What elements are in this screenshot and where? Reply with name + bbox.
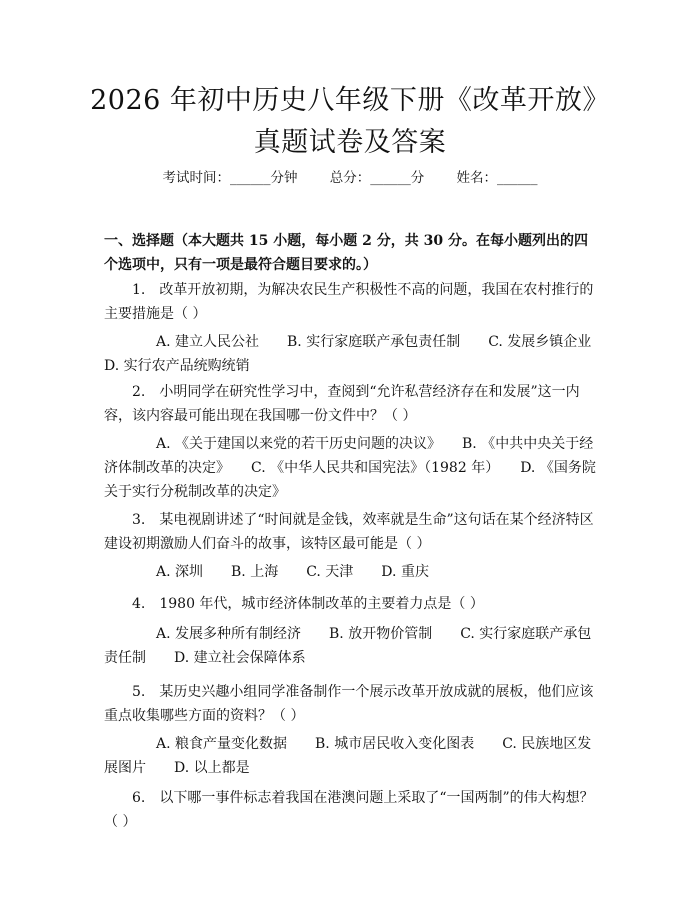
options-text: A. 建立人民公社 B. 实行家庭联产承包责任制 C. 发展乡镇企业 D. 实行农产品统购统销 bbox=[104, 334, 620, 374]
question-stem: 6. 以下哪一事件标志着我国在港澳问题上采取了“一国两制”的伟大构想？（ ） bbox=[104, 790, 594, 830]
question-2-options bbox=[104, 432, 598, 504]
question-stem: 4. 1980 年代，城市经济体制改革的主要着力点是（ ） bbox=[132, 596, 484, 612]
student-name-field: 姓名：______ bbox=[456, 170, 538, 186]
exam-meta bbox=[0, 168, 700, 188]
options-text: A. 深圳 B. 上海 C. 天津 D. 重庆 bbox=[156, 564, 429, 580]
question-stem: 3. 某电视剧讲述了“时间就是金钱，效率就是生命”这句话在某个经济特区建设初期激励人们奋斗的故事，该特区最可能是（ ） bbox=[104, 512, 594, 552]
total-score-field: 总分：______分 bbox=[329, 170, 425, 186]
question-2 bbox=[104, 380, 598, 428]
question-1 bbox=[104, 278, 598, 326]
question-4 bbox=[104, 592, 598, 616]
question-stem: 2. 小明同学在研究性学习中，查阅到“允许私营经济存在和发展”这一内容，该内容最可能出现在我国哪一份文件中？（ ） bbox=[104, 384, 580, 424]
question-5 bbox=[104, 680, 598, 728]
options-text: A. 发展多种所有制经济 B. 放开物价管制 C. 实行家庭联产承包责任制 D. 建立社会保障体系 bbox=[104, 626, 592, 666]
question-stem: 5. 某历史兴趣小组同学准备制作一个展示改革开放成就的展板，他们应该重点收集哪些方面的资料？（ ） bbox=[104, 684, 594, 724]
options-text: A. 《关于建国以来党的若干历史问题的决议》 B. 《中共中央关于经济体制改革的决定》 C. 《中华人民共和国宪法》（1982 年） D. 《国务院关于实行分税制改革的决定》 bbox=[104, 436, 596, 500]
question-stem: 1. 改革开放初期，为解决农民生产积极性不高的问题，我国在农村推行的主要措施是（ ） bbox=[104, 282, 594, 322]
options-text: A. 粮食产量变化数据 B. 城市居民收入变化图表 C. 民族地区发展图片 D. 以上都是 bbox=[104, 736, 592, 776]
page-title: 2026 年初中历史八年级下册《改革开放》真题试卷及答案 bbox=[90, 85, 610, 158]
section-heading: 一、选择题（本大题共 15 小题，每小题 2 分，共 30 分。在每小题列出的四个选项中，只有一项是最符合题目要求的。） bbox=[104, 233, 588, 273]
question-3-options bbox=[104, 560, 598, 584]
question-6 bbox=[104, 786, 598, 834]
question-1-options bbox=[104, 330, 620, 378]
question-5-options bbox=[104, 732, 598, 780]
question-3 bbox=[104, 508, 598, 556]
question-4-options bbox=[104, 622, 598, 670]
exam-time-field: 考试时间：______分钟 bbox=[162, 170, 298, 186]
